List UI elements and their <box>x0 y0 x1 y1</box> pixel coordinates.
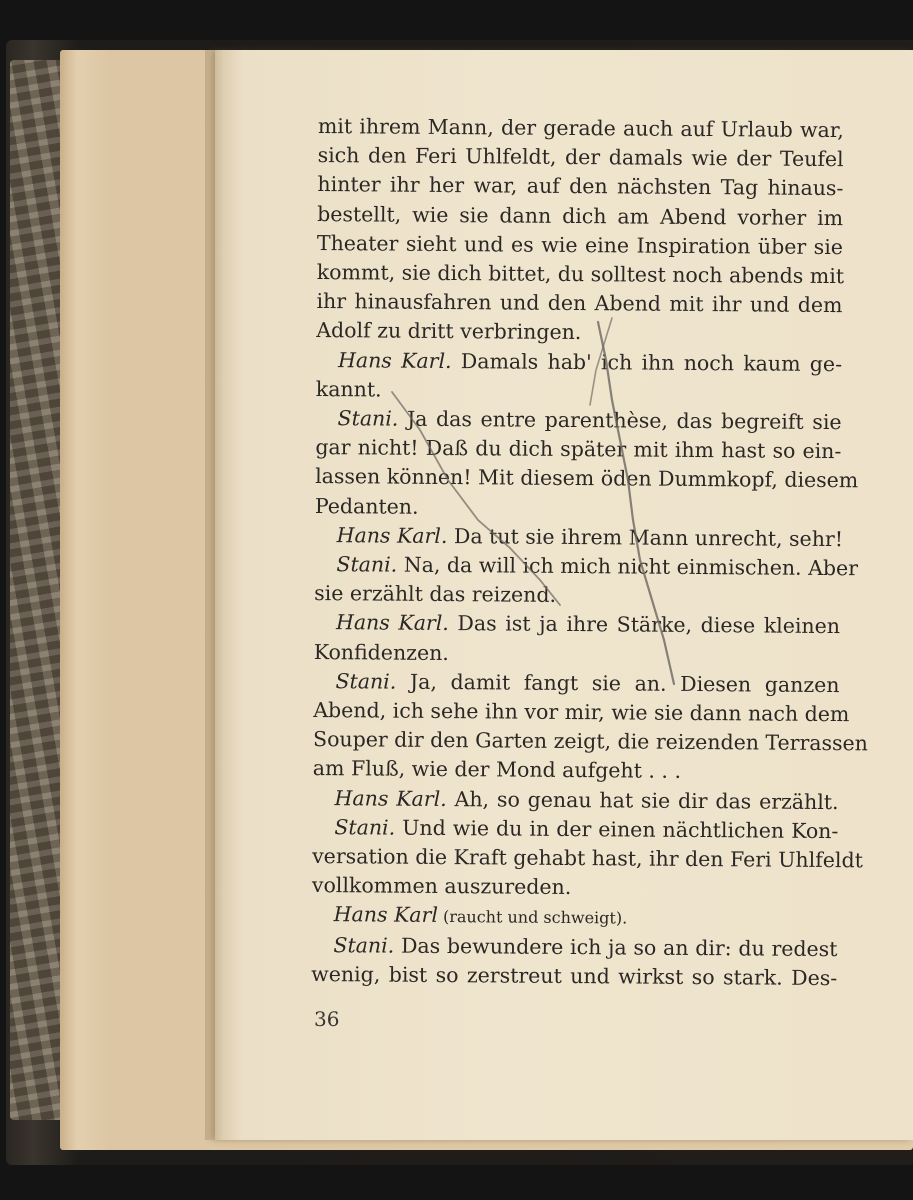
text-line <box>311 931 837 964</box>
line-text: Das ist ja ihre Stärke, diese kleinen <box>448 611 841 639</box>
line-text: versation die Kraft gehabt hast, ihr den Feri Uhlfeldt <box>312 844 863 873</box>
speaker-name: Stani. <box>335 669 397 694</box>
text-line <box>312 784 838 817</box>
line-text: ihr hinausfahren und den Abend mit ihr und dem <box>316 289 843 318</box>
speaker-name: Stani. <box>334 815 396 840</box>
speaker-name: Hans Karl. <box>335 610 449 636</box>
text-line <box>312 813 838 846</box>
text-line <box>314 550 859 583</box>
page-gutter-shadow <box>205 50 223 1140</box>
line-text: Na, da will ich mich nicht einmischen. Aber <box>397 552 859 581</box>
speaker-name: Hans Karl. <box>336 523 448 548</box>
speaker-name: Stani. <box>333 932 395 958</box>
text-line <box>315 521 844 554</box>
line-text: Da tut sie ihrem Mann unrecht, sehr! <box>447 523 844 551</box>
line-text: Ah, so genau hat sie dir das erzählt. <box>446 786 839 814</box>
line-text: kannt. <box>315 376 382 402</box>
line-text: am Fluß, wie der Mond aufgeht . . . <box>312 756 682 784</box>
text-line <box>313 754 839 787</box>
text-line <box>315 462 859 495</box>
line-text: (raucht und schweigt). <box>437 907 628 928</box>
line-text: mit ihrem Mann, der gerade auch auf Urlaub war, <box>317 113 844 143</box>
text-line <box>313 667 839 700</box>
line-text: wenig, bist so zerstreut und wirkst so stark. Des- <box>311 961 838 990</box>
speaker-name: Stani. <box>337 406 399 431</box>
line-text: Konfidenzen. <box>313 639 449 665</box>
text-line <box>316 375 842 408</box>
line-text: Und wie du in der einen nächtlichen Kon- <box>395 815 839 843</box>
text-line <box>315 433 841 466</box>
text-line <box>315 492 841 525</box>
text-line <box>311 960 837 993</box>
text-line <box>312 871 838 904</box>
text-line <box>317 258 843 291</box>
line-text: gar nicht! Daß du dich später mit ihm hast so ein- <box>315 435 842 464</box>
line-text: Damals hab' ich ihn noch kaum ge- <box>451 348 843 376</box>
text-line <box>314 579 840 612</box>
line-text: bestellt, wie sie dann dich am Abend vorher im <box>317 201 844 230</box>
line-text: lassen können! Mit diesem öden Dummkopf, diesem <box>315 464 859 493</box>
text-line <box>314 638 840 671</box>
line-text: Ja das entre parenthèse, das begreift sie <box>398 406 842 435</box>
speaker-name: Stani. <box>336 552 398 577</box>
page-number: 36 <box>314 1007 340 1031</box>
line-text: hinter ihr her war, auf den nächsten Tag hinaus- <box>317 172 844 201</box>
line-text: Abend, ich sehe ihn vor mir, wie sie dann nach dem <box>313 698 850 727</box>
text-line <box>315 404 841 437</box>
text-line <box>314 608 840 641</box>
line-text: sich den Feri Uhlfeldt, der damals wie der Teufel <box>317 143 844 172</box>
text-line <box>312 725 868 758</box>
speaker-name: Hans Karl. <box>334 785 447 811</box>
speaker-name: Hans Karl <box>333 902 439 928</box>
line-text: kommt, sie dich bittet, du solltest noch abends mit <box>316 260 845 289</box>
text-line <box>318 112 844 145</box>
text-line <box>316 346 842 379</box>
line-text: sie erzählt das reizend. <box>314 581 557 608</box>
text-line <box>313 696 850 729</box>
text-line <box>316 316 842 349</box>
line-text: Adolf zu dritt verbringen. <box>316 318 582 345</box>
line-text: Theater sieht und es wie eine Inspiration über sie <box>316 230 844 259</box>
speaker-name: Hans Karl. <box>337 347 452 373</box>
text-line <box>312 842 863 875</box>
line-text: Souper dir den Garten zeigt, die reizenden Terrassen <box>312 727 868 756</box>
text-line <box>317 200 843 233</box>
text-line <box>317 229 843 262</box>
line-text: vollkommen auszureden. <box>311 873 572 900</box>
page-text <box>311 112 868 993</box>
text-line <box>317 170 843 203</box>
line-text: Ja, damit fangt sie an. Diesen ganzen <box>396 669 840 697</box>
text-line <box>318 141 844 174</box>
text-line <box>316 287 842 320</box>
line-text: Das bewundere ich ja so an dir: du redest <box>394 933 838 961</box>
text-line <box>312 900 838 934</box>
line-text: Pedanten. <box>314 493 419 519</box>
